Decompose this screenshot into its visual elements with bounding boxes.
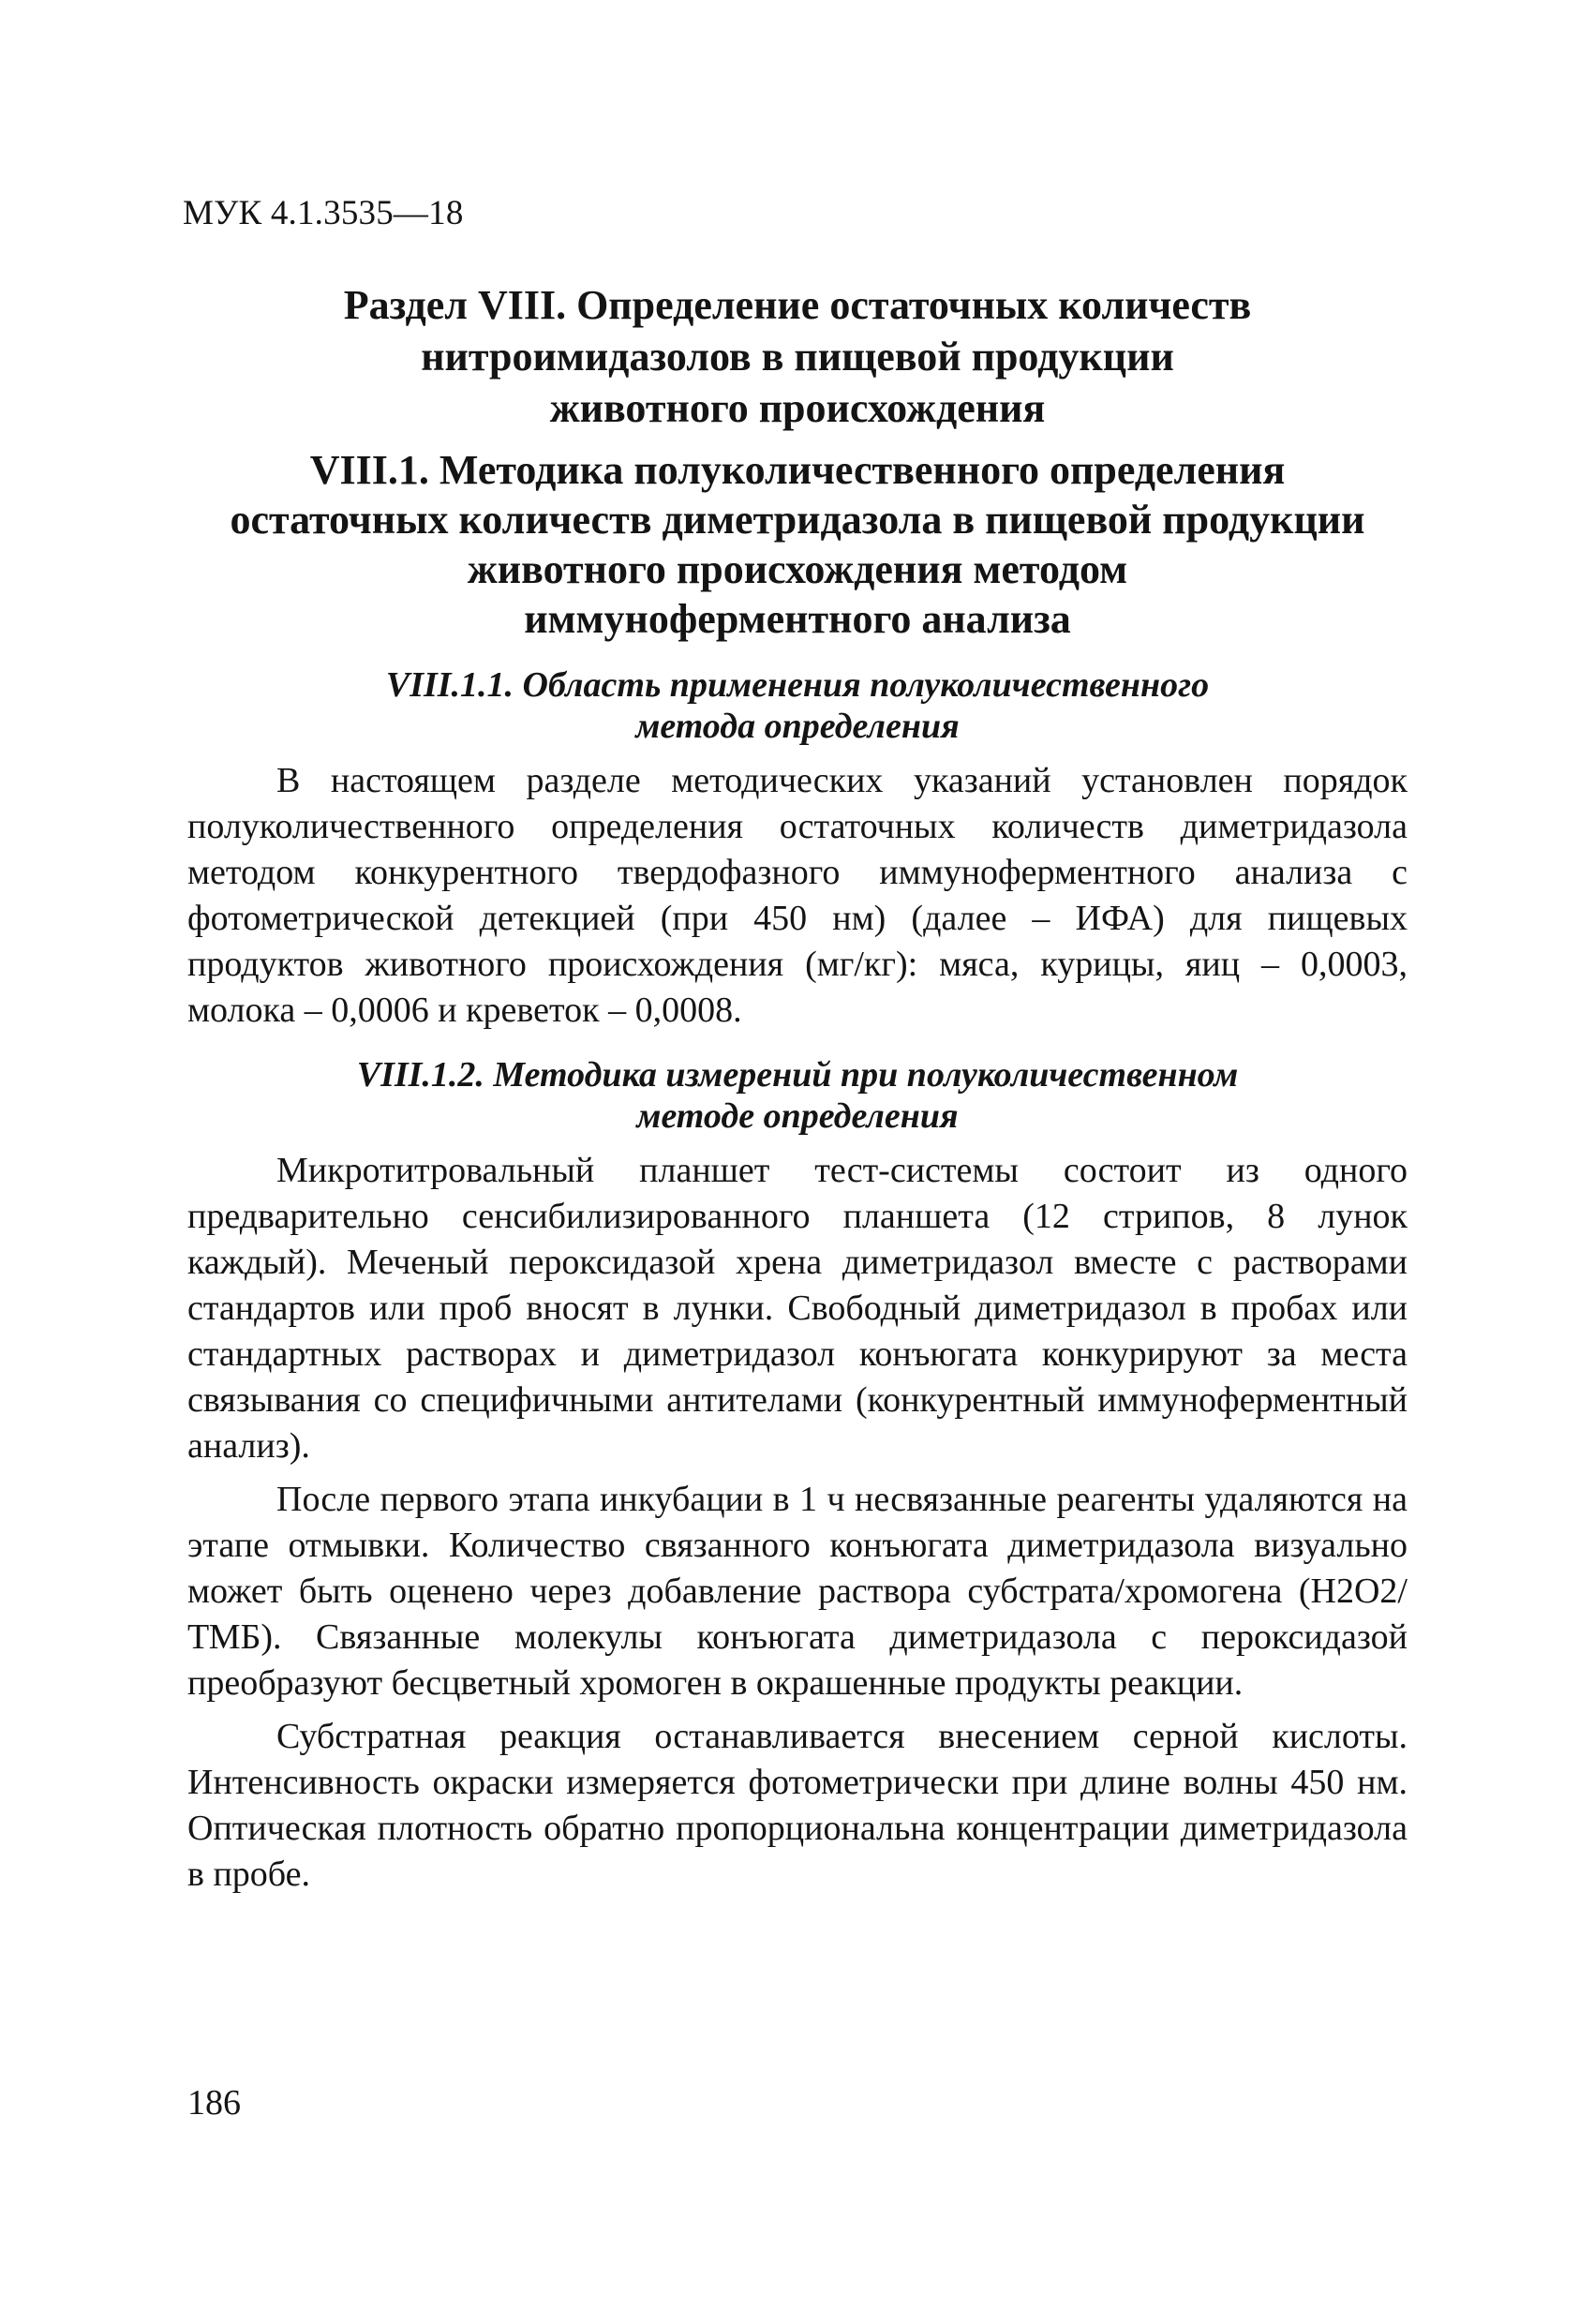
section-title-line: животного происхождения (549, 385, 1046, 431)
subsection-title-line: методе определения (636, 1096, 959, 1136)
paragraph-incubation: После первого этапа инкубации в 1 ч несвязанные реагенты удаляются на этапе отмывки. Количество связанного конъюгата диметридазола визуально может быть оценено через добавление раствора субстрата/хромогена (H2O2/ТМБ). Связанные молекулы конъюгата диметридазола с пероксидазой преобразуют бесцветный хромоген в окрашенные продукты реакции. (187, 1480, 1408, 1703)
page-content (187, 279, 1408, 1905)
method-title (187, 445, 1408, 644)
section-title-line: нитроимидазолов в пищевой продукции (421, 334, 1174, 380)
paragraph-substrate-reaction: Субстратная реакция останавливается внесением серной кислоты. Интенсивность окраски измеряется фотометрически при длине волны 450 нм. Оптическая плотность обратно пропорциональна концентрации диметридазола в пробе. (187, 1717, 1408, 1894)
method-title-line: остаточных количеств диметридазола в пищевой продукции (230, 497, 1365, 543)
method-title-line: животного происхождения методом (467, 546, 1128, 592)
subsection-2-title (187, 1054, 1408, 1137)
document-code: МУК 4.1.3535—18 (183, 194, 464, 232)
method-title-line: VIII.1. Методика полуколичественного определения (309, 447, 1286, 493)
paragraph-plate-description: Микротитровальный планшет тест-системы состоит из одного предварительно сенсибилизированного планшета (12 стрипов, 8 лунок каждый). Меченый пероксидазой хрена диметридазол вместе с растворами стандартов или проб вносят в лунки. Свободный диметридазол в пробах или стандартных растворах и диметридазол конъюгата конкурируют за места связывания со специфичными антителами (конкурентный иммуноферментный анализ). (187, 1151, 1408, 1466)
subsection-title-line: VIII.1.2. Методика измерений при полуколичественном (356, 1055, 1239, 1095)
subsection-title-line: VIII.1.1. Область применения полуколичественного (385, 665, 1210, 705)
paragraph-scope: В настоящем разделе методических указаний установлен порядок полуколичественного определения остаточных количеств диметридазола методом конкурентного твердофазного иммуноферментного анализа с фотометрической детекцией (при 450 нм) (далее – ИФА) для пищевых продуктов животного происхождения (мг/кг): мяса, курицы, яиц – 0,0003, молока – 0,0006 и креветок – 0,0008. (187, 761, 1408, 1030)
section-title (187, 279, 1408, 434)
page-number: 186 (187, 2083, 241, 2123)
section-title-line: Раздел VIII. Определение остаточных количеств (343, 282, 1252, 328)
subsection-1-title (187, 664, 1408, 747)
subsection-title-line: метода определения (635, 707, 960, 746)
method-title-line: иммуноферментного анализа (524, 596, 1071, 642)
